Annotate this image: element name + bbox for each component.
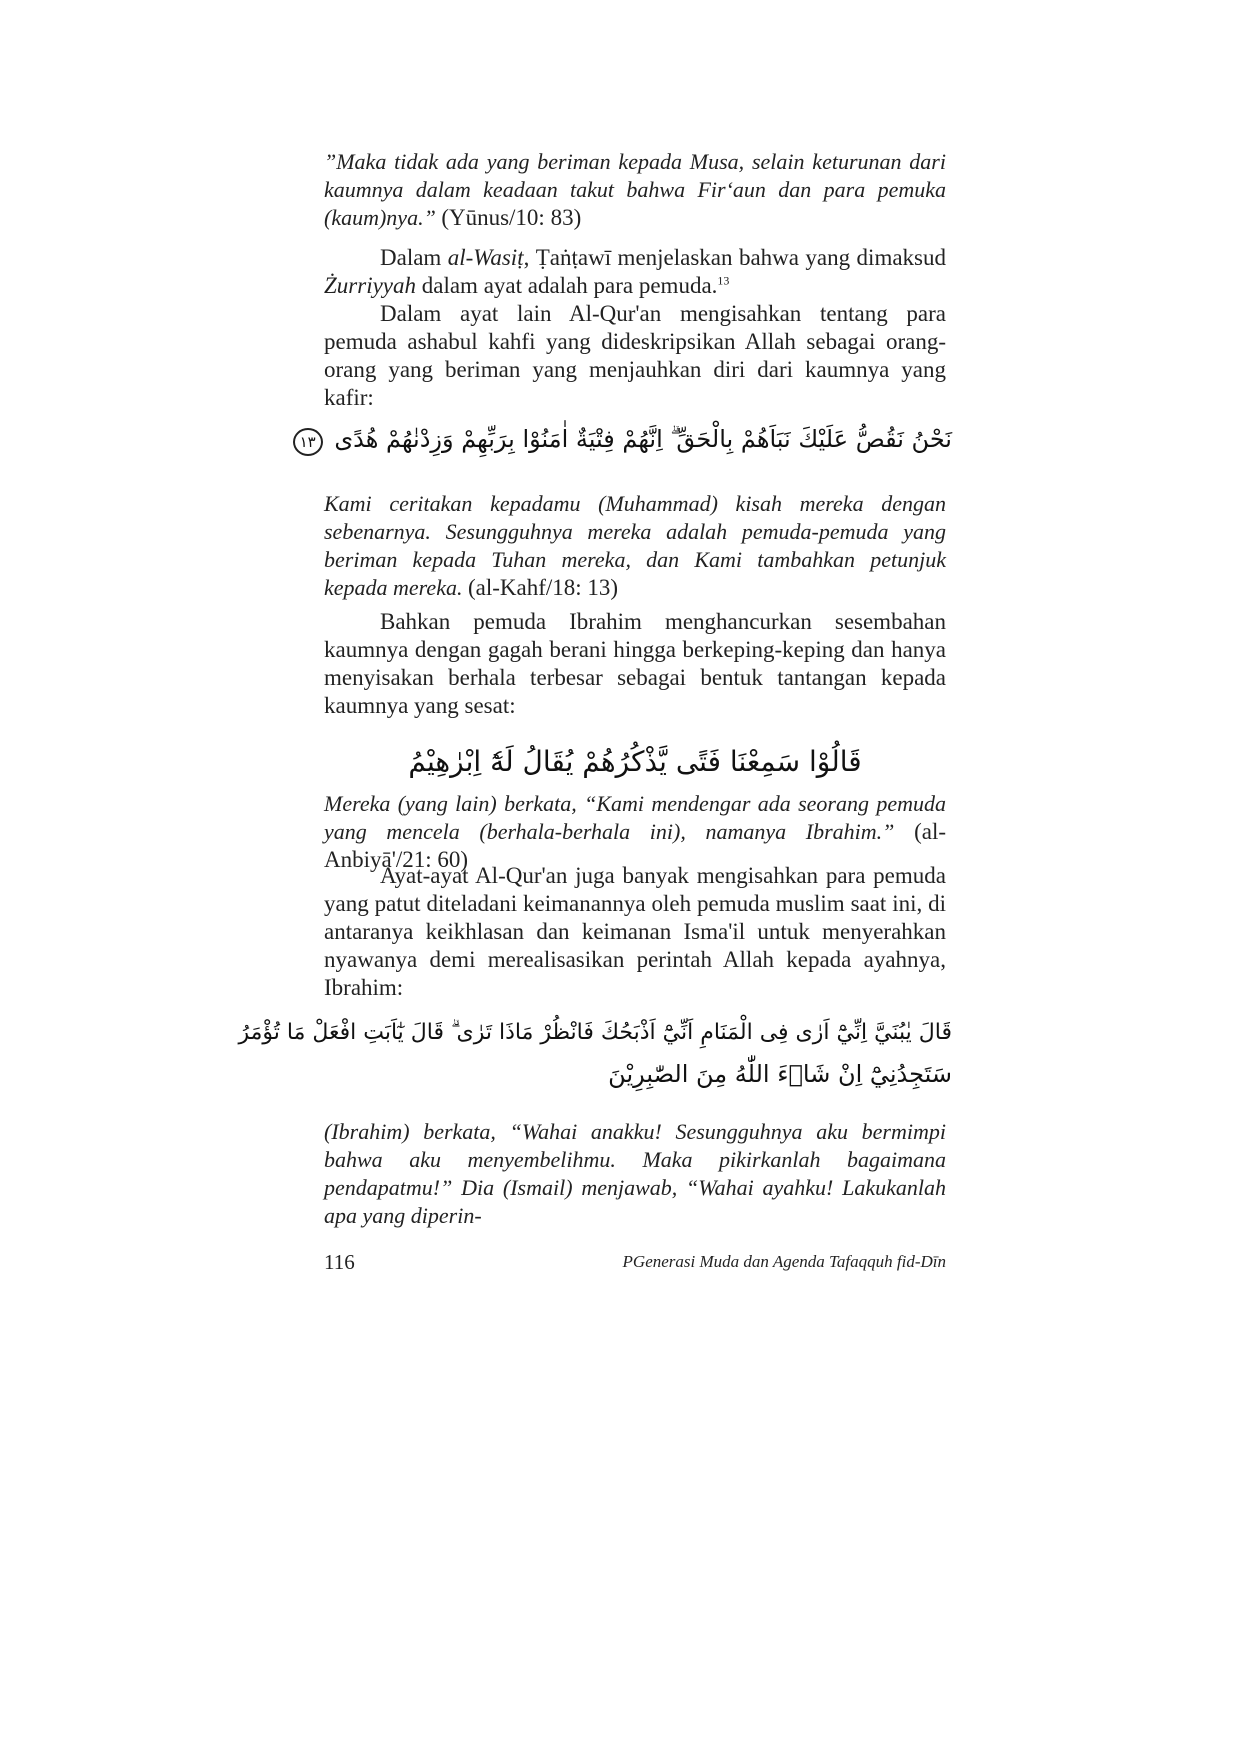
paragraph-ismail <box>324 862 946 1002</box>
quote-al-kahf <box>324 490 946 602</box>
verse-as-saffat-102-line-1-text: قَالَ يٰبُنَيَّ اِنِّيْٓ اَرٰى فِى الْمَنَامِ اَنِّيْٓ اَذْبَحُكَ فَانْظُرْ مَاذَا تَرٰى ۗ قَالَ يٰٓاَبَتِ افْعَلْ مَا تُؤْمَرُ <box>238 1020 952 1045</box>
quote-al-anbiya-text: Mereka (yang lain) berkata, “Kami mendengar ada seorang pemuda yang mencela (berhala-berhala ini), namanya Ibrahim.” <box>324 791 946 844</box>
paragraph-ismail-text: Ayat-ayat Al-Qur'an juga banyak mengisahkan para pemuda yang patut diteladani keimanannya oleh pemuda muslim saat ini, di antaranya keikhlasan dan keimanan Isma'il untuk menyerahkan nyawanya demi merealisasikan perintah Allah kepada ayahnya, Ibrahim: <box>324 863 946 1000</box>
paragraph-ibrahim-text: Bahkan pemuda Ibrahim menghancurkan sesembahan kaumnya dengan gagah berani hingga berkeping-keping dan hanya menyisakan berhala terbesar sebagai bentuk tantangan kepada kaumnya yang sesat: <box>324 609 946 718</box>
page-number: 116 <box>324 1250 355 1274</box>
quote-as-saffat-text: (Ibrahim) berkata, “Wahai anakku! Sesungguhnya aku bermimpi bahwa aku menyembelihmu. Maka pikirkanlah bagaimana pendapatmu!” Dia (Ismail) menjawab, “Wahai ayahku! Lakukanlah apa yang diperin- <box>324 1119 946 1228</box>
book-title-wasit: al-Wasiṭ <box>447 245 524 270</box>
paragraph-wasit-part: Dalam <box>380 245 448 270</box>
verse-al-kahf-13 <box>299 425 952 456</box>
paragraph-ibrahim <box>324 608 946 720</box>
verse-al-anbiya-60-text: قَالُوْا سَمِعْنَا فَتًى يَّذْكُرُهُمْ يُقَالُ لَهٗٓ اِبْرٰهِيْمُ <box>408 745 862 778</box>
verse-as-saffat-102-line-1 <box>238 1020 952 1045</box>
verse-as-saffat-102-line-2 <box>318 1060 952 1088</box>
verse-al-anbiya-60 <box>324 745 946 778</box>
quote-al-anbiya-ref: (al-Anbiyā'/21: 60) <box>324 819 947 872</box>
quote-yunus-text: ”Maka tidak ada yang beriman kepada Musa, selain keturunan dari kaumnya dalam keadaan takut bahwa Fir‘aun dan para pemuka (kaum)nya.” <box>324 149 946 230</box>
quote-al-kahf-ref: (al-Kahf/18: 13) <box>467 575 619 600</box>
running-footer-title: PGenerasi Muda dan Agenda Tafaqquh fid-Dīn <box>622 1252 946 1271</box>
quote-yunus-ref: (Yūnus/10: 83) <box>441 205 582 230</box>
paragraph-wasit <box>324 244 946 300</box>
verse-al-kahf-13-text: نَحْنُ نَقُصُّ عَلَيْكَ نَبَاَهُمْ بِالْحَقِّ ۗ اِنَّهُمْ فِتْيَةٌ اٰمَنُوْا بِرَبِّهِمْ وَزِدْنٰهُمْ هُدًى <box>334 425 952 453</box>
paragraph-ashabul-kahfi <box>324 300 946 412</box>
term-zurriyyah: Żurriyyah <box>324 273 416 298</box>
verse-number-marker: ١٣ <box>293 428 323 456</box>
verse-as-saffat-102-line-2-text: سَتَجِدُنِيْٓ اِنْ شَاۤءَ اللّٰهُ مِنَ الصّٰبِرِيْنَ <box>608 1060 952 1088</box>
footnote-marker: 13 <box>717 273 730 288</box>
quote-as-saffat <box>324 1118 946 1230</box>
quote-yunus <box>324 148 946 232</box>
quote-al-kahf-text: Kami ceritakan kepadamu (Muhammad) kisah mereka dengan sebenarnya. Sesungguhnya mereka adalah pemuda-pemuda yang beriman kepada Tuhan mereka, dan Kami tambahkan petunjuk kepada mereka. <box>324 491 946 600</box>
paragraph-wasit-part: dalam ayat adalah para pemuda. <box>416 273 718 298</box>
paragraph-ashabul-kahfi-text: Dalam ayat lain Al-Qur'an mengisahkan tentang para pemuda ashabul kahfi yang dideskripsikan Allah sebagai orang-orang yang beriman yang menjauhkan diri dari kaumnya yang kafir: <box>324 301 946 410</box>
paragraph-wasit-part: , Ṭaṅṭawī menjelaskan bahwa yang dimaksud <box>523 245 946 270</box>
